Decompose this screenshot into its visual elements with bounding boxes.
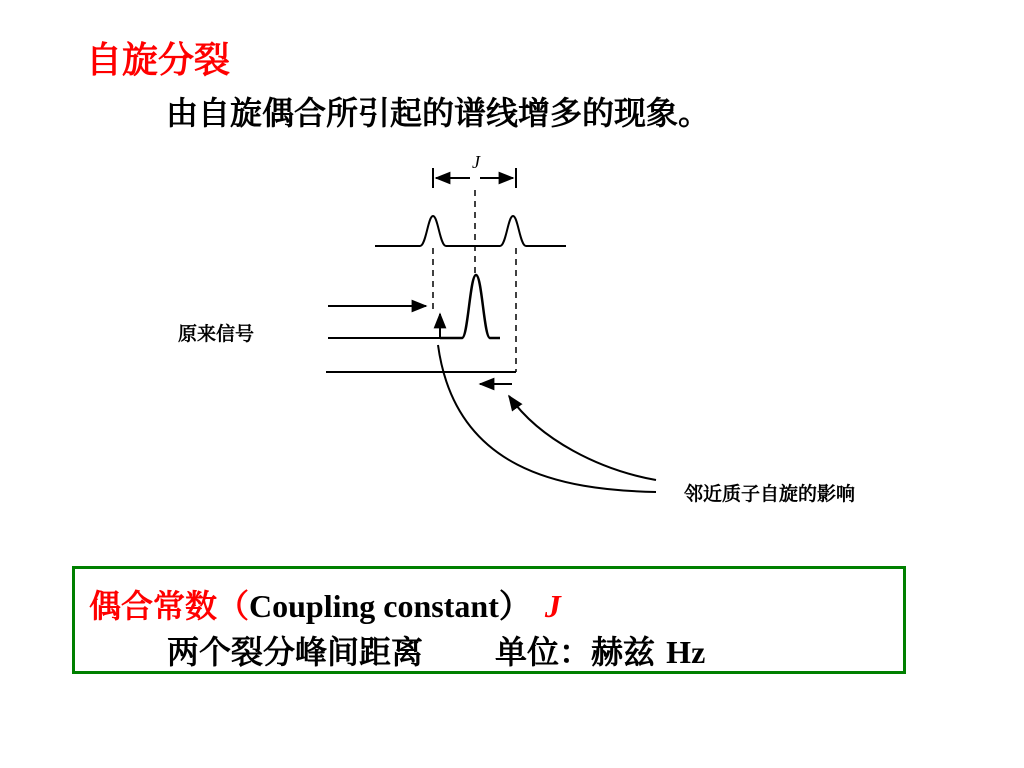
- guide-lines: [433, 190, 516, 372]
- unit-label: 单位：赫兹: [495, 633, 656, 671]
- coupling-constant-heading: [89, 581, 561, 627]
- description-text: 两个裂分峰间距离: [167, 633, 424, 671]
- original-signal-label: 原来信号: [178, 323, 255, 345]
- coupling-constant-box: [72, 566, 906, 674]
- doublet-spectrum-line: [375, 216, 566, 246]
- definition-text: 由自旋偶合所引起的谱线增多的现象。: [166, 94, 711, 132]
- unit-symbol: Hz: [666, 634, 706, 670]
- original-signal-peak: [440, 275, 500, 338]
- coupling-constant-description: [167, 627, 705, 673]
- j-symbol: J: [544, 588, 561, 624]
- slide-title: 自旋分裂: [86, 39, 231, 81]
- heading-en: Coupling constant: [249, 588, 499, 624]
- neighbor-proton-label: 邻近质子自旋的影响: [684, 483, 856, 505]
- heading-cn: 偶合常数（: [89, 587, 250, 625]
- j-label: J: [472, 152, 480, 172]
- signal-arrows: [326, 306, 516, 384]
- influence-curves: [438, 345, 656, 492]
- heading-close: ）: [498, 587, 531, 625]
